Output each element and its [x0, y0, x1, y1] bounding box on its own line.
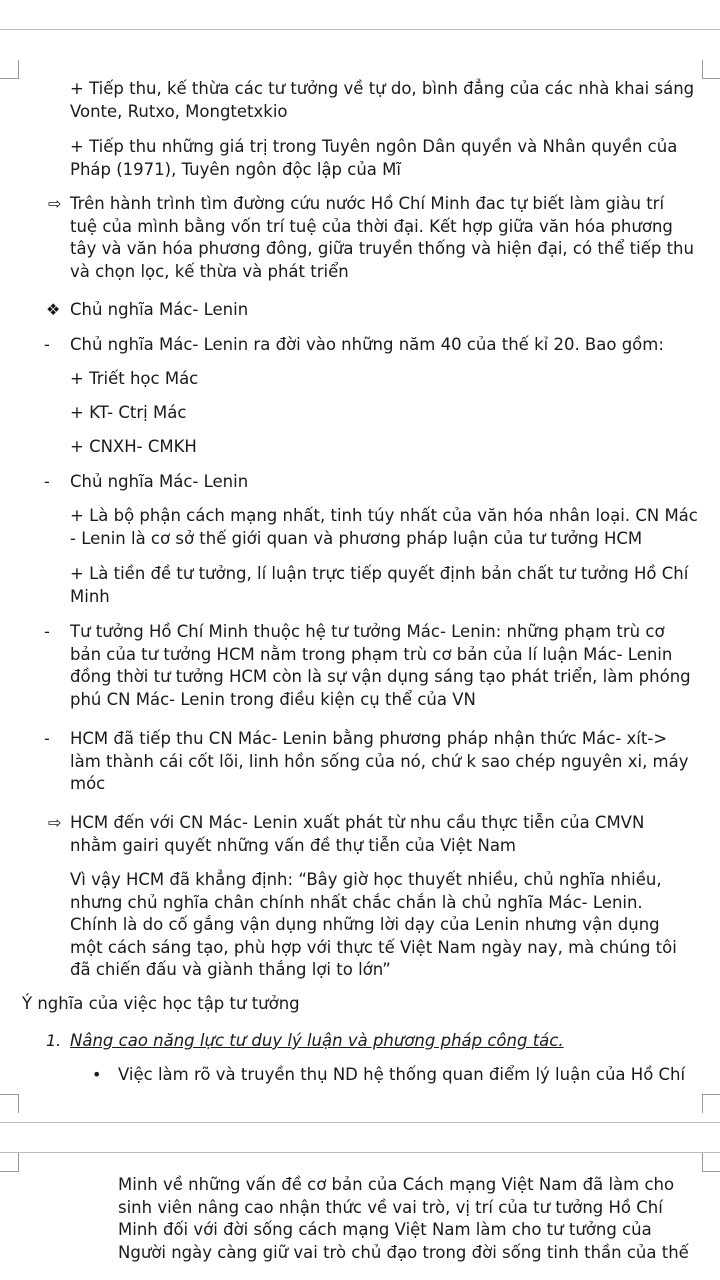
list-item-socialism	[70, 436, 197, 459]
margin-corner-top-right	[702, 60, 720, 79]
text-line: + Tiếp thu, kế thừa các tư tưởng về tự do, bình đẳng của các nhà khai sáng	[70, 79, 695, 98]
paragraph-origin	[70, 334, 664, 357]
text-line: Việc làm rõ và truyền thụ ND hệ thống quan điểm lý luận của Hồ Chí	[118, 1065, 686, 1084]
dash-bullet: -	[44, 335, 50, 354]
text-line: nhưng chủ nghĩa chân chính nhất chắc chắn là chủ nghĩa Mác- Lenin.	[70, 892, 643, 912]
text-line: Pháp (1971), Tuyên ngôn độc lập của Mĩ	[70, 159, 401, 179]
text-line: nhằm gairi quyết những vấn đề thự tiễn của Việt Nam	[70, 835, 517, 855]
diamond-bullet-icon: ❖	[46, 300, 61, 319]
text-line: sinh viên nâng cao nhận thức về vai trò, vị trí của tư tưởng Hồ Chí	[118, 1197, 663, 1217]
margin-corner-bottom-right	[702, 1094, 720, 1113]
paragraph-practical-need	[70, 812, 644, 857]
dash-bullet: -	[44, 622, 50, 641]
text-line: đồng thời tư tưởng HCM còn là sự vận dụng sáng tạo phát triển, làm phóng	[70, 667, 691, 686]
arrow-bullet-icon: ⇨	[48, 194, 62, 213]
page-bottom-border	[0, 1122, 720, 1123]
paragraph-revolutionary-part	[70, 505, 698, 550]
text-line: Minh đối với đời sống cách mạng Việt Nam làm cho tư tưởng của	[118, 1220, 652, 1239]
text-line: HCM đã tiếp thu CN Mác- Lenin bằng phương pháp nhận thức Mác- xít->	[70, 729, 668, 748]
text-line: và chọn lọc, kế thừa và phát triển	[70, 261, 349, 281]
subheading-marx-lenin	[70, 471, 248, 494]
paragraph-premise	[70, 563, 688, 608]
text-line: - Lenin là cơ sở thế giới quan và phương pháp luận của tư tưởng HCM	[70, 528, 643, 548]
text-line: phú CN Mác- Lenin trong điều kiện cụ thể của VN	[70, 689, 476, 709]
text-line: + KT- Ctrị Mác	[70, 403, 187, 422]
list-item-philosophy	[70, 368, 198, 391]
arrow-bullet-icon: ⇨	[48, 813, 62, 832]
bullet-paragraph	[118, 1064, 685, 1087]
paragraph-method	[70, 728, 689, 796]
text-line: Chủ nghĩa Mác- Lenin	[70, 472, 249, 491]
text-line: + CNXH- CMKH	[70, 437, 197, 456]
paragraph-ideology-system	[70, 621, 691, 711]
page-top-border	[0, 29, 720, 30]
dash-bullet: -	[44, 729, 50, 748]
text-line: Chủ nghĩa Mác- Lenin ra đời vào những năm 40 của thế kỉ 20. Bao gồm:	[70, 335, 664, 354]
text-line: Người ngày càng giữ vai trò chủ đạo trong đời sống tinh thần của thế	[118, 1242, 689, 1262]
margin-corner-top-left	[0, 1153, 19, 1172]
dot-bullet: •	[92, 1065, 102, 1084]
text-line: HCM đến với CN Mác- Lenin xuất phát từ nhu cầu thực tiễn của CMVN	[70, 813, 645, 832]
text-line: đã chiến đấu và giành thắng lợi to lớn”	[70, 960, 391, 979]
dash-bullet: -	[44, 472, 50, 491]
text-line: Trên hành trình tìm đường cứu nước Hồ Chí Minh đac tự biết làm giàu trí	[70, 194, 665, 213]
bullet-paragraph-continued	[118, 1174, 689, 1264]
text-line: bản của tư tưởng HCM nằm trong phạm trù cơ bản của lí luận Mác- Lenin	[70, 644, 673, 664]
text-line: + Tiếp thu những giá trị trong Tuyên ngôn Dân quyền và Nhân quyền của	[70, 137, 678, 156]
section-heading	[22, 993, 300, 1016]
text-line: Minh về những vấn đề cơ bản của Cách mạng Việt Nam đã làm cho	[118, 1175, 675, 1194]
text-line: Chính là do cố gắng vận dụng những lời dạy của Lenin nhưng vận dụng	[70, 915, 660, 934]
heading-marx-lenin	[70, 299, 248, 322]
margin-corner-bottom-left	[0, 1094, 19, 1113]
paragraph-declaration	[70, 136, 677, 181]
text-line: tuệ của mình bằng vốn trí tuệ của thời đại. Kết hợp giữa văn hóa phương	[70, 216, 673, 236]
text-line: Nâng cao năng lực tư duy lý luận và phương pháp công tác.	[70, 1031, 564, 1050]
text-line: + Triết học Mác	[70, 369, 199, 388]
text-line: một cách sáng tạo, phù hợp với thực tế Việt Nam ngày nay, mà chúng tôi	[70, 937, 677, 957]
quote-paragraph	[70, 869, 677, 982]
page-gap	[0, 1122, 720, 1154]
paragraph-enlightenment	[70, 78, 694, 123]
numbered-marker: 1.	[46, 1031, 62, 1050]
text-line: làm thành cái cốt lõi, linh hồn sống của nó, chứ k sao chép nguyên xi, máy	[70, 751, 689, 771]
margin-corner-top-left	[0, 60, 19, 79]
text-line: tây và văn hóa phương đông, giữa truyền thống và hiện đại, có thể tiếp thu	[70, 239, 694, 258]
paragraph-journey	[70, 193, 694, 283]
text-line: + Là bộ phận cách mạng nhất, tinh túy nhất của văn hóa nhân loại. CN Mác	[70, 506, 698, 525]
text-line: Tư tưởng Hồ Chí Minh thuộc hệ tư tưởng Mác- Lenin: những phạm trù cơ	[70, 622, 665, 641]
numbered-heading	[70, 1030, 564, 1053]
document-page-2	[0, 1153, 720, 1280]
text-line: Chủ nghĩa Mác- Lenin	[70, 300, 249, 319]
text-line: Vonte, Rutxo, Mongtetxkio	[70, 101, 288, 121]
text-line: Minh	[70, 586, 110, 606]
text-line: + Là tiền đề tư tưởng, lí luận trực tiếp quyết định bản chất tư tưởng Hồ Chí	[70, 564, 689, 583]
text-line: Ý nghĩa của việc học tập tư tưởng	[22, 994, 300, 1013]
text-line: Vì vậy HCM đã khẳng định: “Bây giờ học thuyết nhiều, chủ nghĩa nhiều,	[70, 870, 662, 889]
list-item-economics	[70, 402, 186, 425]
text-line: móc	[70, 774, 106, 793]
margin-corner-top-right	[702, 1153, 720, 1172]
